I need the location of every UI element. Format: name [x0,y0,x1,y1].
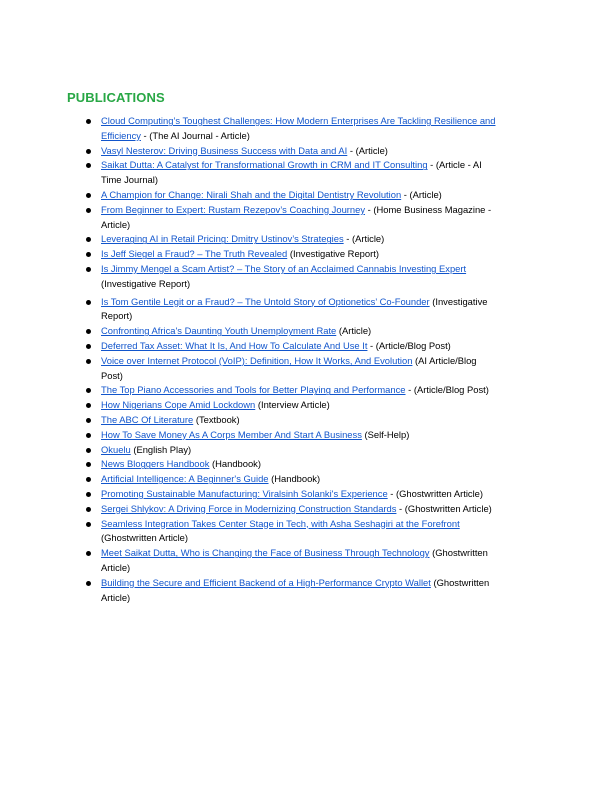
publication-item [80,339,500,354]
publication-type: (Handbook) [209,458,261,470]
publication-link[interactable]: From Beginner to Expert: Rustam Rezepov’s Coaching Journey [101,203,366,215]
publication-type: (Ghostwritten Article) [101,547,488,573]
bullet-icon [86,237,91,242]
publication-item [80,472,500,487]
publication-type: (Investigative Report) [101,295,488,322]
bullet-icon [86,522,91,527]
publication-link[interactable]: Saikat Dutta: A Catalyst for Transformational Growth in CRM and IT Consulting [101,159,428,171]
publication-item [80,457,500,472]
bullet-icon [86,418,91,423]
publication-item [80,114,500,144]
bullet-icon [86,119,91,124]
publication-link[interactable]: Voice over Internet Protocol (VoIP): Definition, How It Works, And Evolution [101,354,413,366]
publication-type: (Investigative Report) [287,248,379,260]
bullet-icon [86,388,91,393]
bullet-icon [86,492,91,497]
bullet-icon [86,163,91,168]
publication-link[interactable]: Meet Saikat Dutta, Who is Changing the Face of Business Through Technology [101,547,430,559]
publications-list [80,114,500,605]
publication-link[interactable]: Promoting Sustainable Manufacturing: Viralsinh Solanki's Experience [101,487,388,499]
publication-link[interactable]: Building the Secure and Efficient Backend of a High-Performance Crypto Wallet [101,576,431,588]
bullet-icon [86,359,91,364]
publication-type: - (Home Business Magazine - Article) [101,203,492,230]
bullet-icon [86,551,91,556]
publication-item [80,158,500,188]
publication-link[interactable]: Cloud Computing’s Toughest Challenges: How Modern Enterprises Are Tackling Resilience and Efficiency [101,115,496,141]
publication-link[interactable]: How Nigerians Cope Amid Lockdown [101,399,256,411]
publication-type: - (Article - AI Time Journal) [101,159,482,186]
publication-item [80,413,500,428]
publication-type: (Handbook) [268,473,321,485]
publication-item [80,203,500,233]
bullet-icon [86,462,91,467]
publication-item [80,324,500,339]
section-heading: PUBLICATIONS [67,90,165,105]
publication-link[interactable]: Artificial Intelligence: A Beginner's Guide [101,473,269,485]
bullet-icon [86,581,91,586]
publication-link[interactable]: Is Jeff Siegel a Fraud? – The Truth Revealed [101,248,288,260]
publication-type: - (Ghostwritten Article) [396,502,492,514]
publication-item [80,517,500,547]
bullet-icon [86,433,91,438]
bullet-icon [86,149,91,154]
publication-link[interactable]: Sergei Shlykov: A Driving Force in Modernizing Construction Standards [101,502,397,514]
publication-type: (Self-Help) [361,428,410,440]
publication-item [80,262,500,292]
publication-link[interactable]: Leveraging AI in Retail Pricing: Dmitry Ustinov’s Strategies [101,233,344,245]
bullet-icon [86,252,91,257]
publication-link[interactable]: News Bloggers Handbook [101,458,210,470]
publication-type: - (Article/Blog Post) [405,384,489,396]
publication-type: - (Article) [401,188,442,200]
publication-type: - (Article) [347,144,388,156]
publication-type: - (Article) [343,233,385,245]
publication-type: - (Article/Blog Post) [367,339,451,351]
publication-link[interactable]: Vasyl Nesterov: Driving Business Success with Data and AI [101,144,348,156]
publication-item [80,295,500,325]
publication-link[interactable]: Is Tom Gentile Legit or a Fraud? – The Untold Story of Optionetics’ Co-Founder [101,295,430,307]
publication-item [80,576,500,606]
bullet-icon [86,208,91,213]
bullet-icon [86,507,91,512]
bullet-icon [86,300,91,305]
publication-link[interactable]: Confronting Africa's Daunting Youth Unemployment Rate [101,325,337,337]
publication-item [80,354,500,384]
bullet-icon [86,448,91,453]
publication-item [80,546,500,576]
publication-link[interactable]: Okuelu [101,443,131,455]
publication-type: (Ghostwritten Article) [101,532,189,544]
publication-link[interactable]: A Champion for Change: Nirali Shah and the Digital Dentistry Revolution [101,188,402,200]
publication-item [80,502,500,517]
publication-link[interactable]: Deferred Tax Asset: What It Is, And How To Calculate And Use It [101,339,368,351]
publication-link[interactable]: The Top Piano Accessories and Tools for Better Playing and Performance [101,384,406,396]
bullet-icon [86,267,91,272]
publication-item [80,188,500,203]
publication-link[interactable]: The ABC Of Literature [101,413,194,425]
bullet-icon [86,403,91,408]
publication-item [80,383,500,398]
publication-item [80,428,500,443]
publication-type: (Interview Article) [255,399,330,411]
publication-type: (English Play) [130,443,192,455]
publication-type: (Textbook) [193,413,240,425]
bullet-icon [86,477,91,482]
publication-item [80,443,500,458]
publication-type: (Investigative Report) [101,277,191,289]
bullet-icon [86,193,91,198]
publication-type: (Article) [336,325,372,337]
publication-type: (Ghostwritten Article) [101,576,490,603]
publication-link[interactable]: Seamless Integration Takes Center Stage in Tech, with Asha Seshagiri at the Forefront [101,517,460,529]
bullet-icon [86,329,91,334]
publication-item [80,247,500,262]
bullet-icon [86,344,91,349]
publication-item [80,398,500,413]
publication-link[interactable]: How To Save Money As A Corps Member And Start A Business [101,428,362,440]
publication-item [80,232,500,247]
publication-type: - (The AI Journal - Article) [140,129,250,141]
publication-link[interactable]: Is Jimmy Mengel a Scam Artist? – The Story of an Acclaimed Cannabis Investing Expert [101,262,467,274]
publication-item [80,144,500,159]
publication-type: - (Ghostwritten Article) [387,487,484,499]
publication-type: (AI Article/Blog Post) [101,354,477,381]
publication-item [80,487,500,502]
